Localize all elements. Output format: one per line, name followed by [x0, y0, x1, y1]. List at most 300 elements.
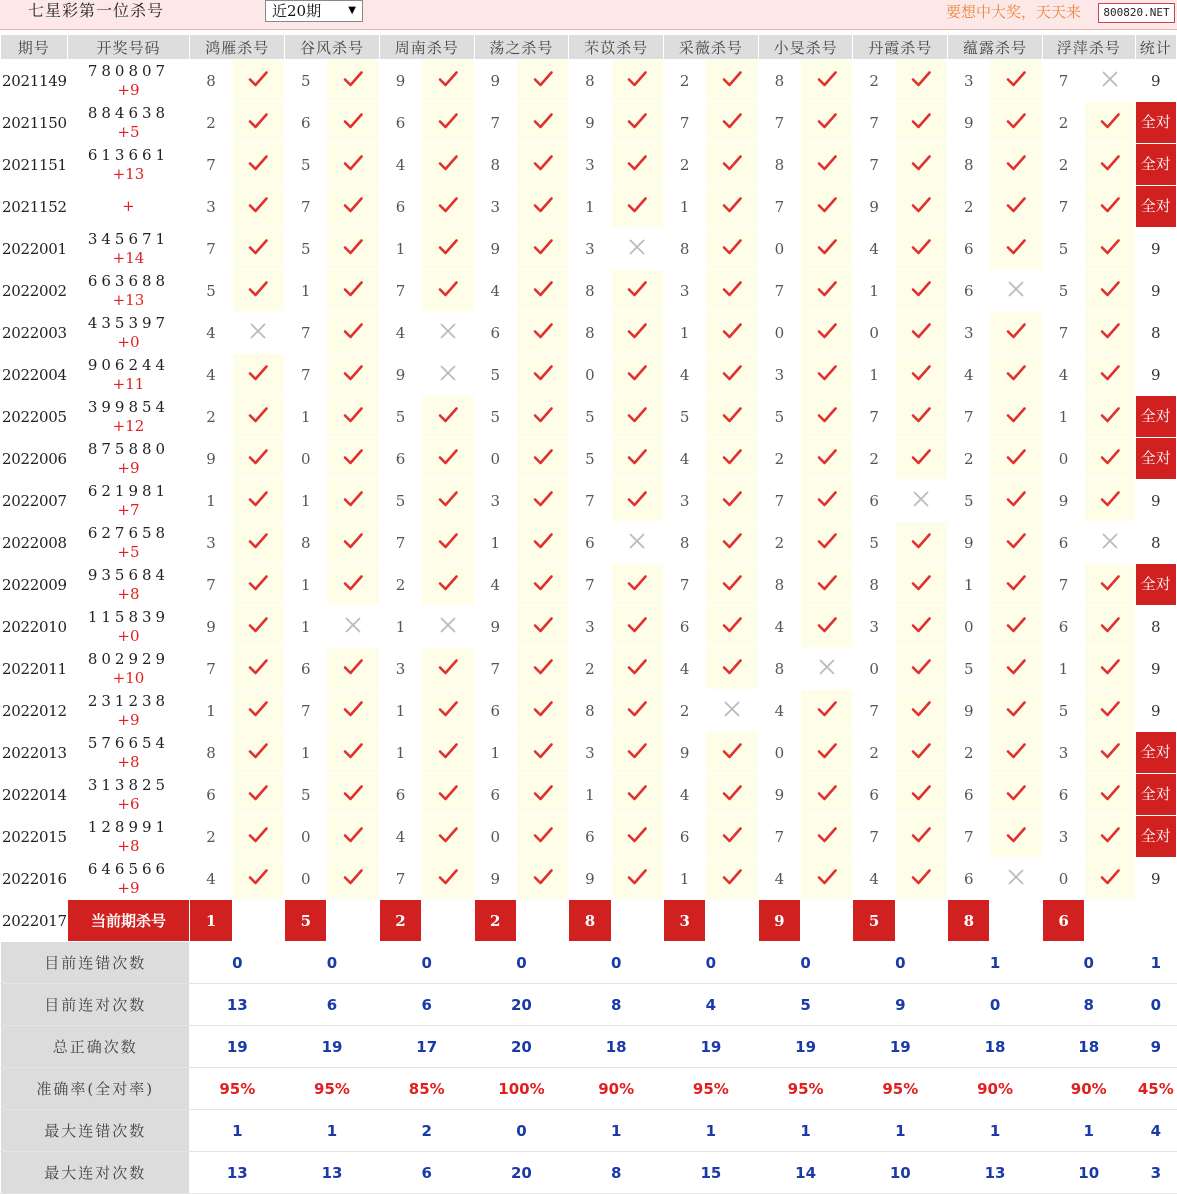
- col-expert: 荡之杀号: [474, 35, 569, 60]
- stat-value: 20: [474, 1026, 569, 1068]
- kill-number: 2: [664, 144, 706, 186]
- cross-mark-icon: [990, 270, 1042, 312]
- stat-value: 1: [948, 1110, 1043, 1152]
- check-mark-icon: [611, 774, 663, 816]
- kill-number: 8: [569, 60, 611, 102]
- kill-number: 2: [758, 438, 800, 480]
- kill-number: 8: [758, 60, 800, 102]
- check-mark-icon: [990, 102, 1042, 144]
- draw-offset: +13: [112, 290, 145, 309]
- check-mark-icon: [1085, 102, 1135, 144]
- check-mark-icon: [895, 396, 947, 438]
- kill-number: 9: [474, 60, 516, 102]
- draw-numbers: [67, 480, 190, 522]
- kill-number: 7: [285, 312, 327, 354]
- kill-number: 0: [853, 648, 895, 690]
- top-bar: [0, 0, 1177, 30]
- draw-offset: +0: [117, 626, 140, 645]
- check-mark-icon: [895, 144, 947, 186]
- check-mark-icon: [327, 522, 379, 564]
- cross-mark-icon: [611, 522, 663, 564]
- issue-number: 2022008: [1, 522, 68, 564]
- stat-value: 8: [569, 1152, 664, 1194]
- kill-number: 5: [1042, 228, 1084, 270]
- kill-number: 3: [569, 144, 611, 186]
- kill-number: 1: [569, 186, 611, 228]
- check-mark-icon: [801, 816, 853, 858]
- stat-label: 最大连对次数: [1, 1152, 190, 1194]
- issue-number: 2022009: [1, 564, 68, 606]
- stat-value: 1: [190, 1110, 285, 1152]
- check-mark-icon: [990, 228, 1042, 270]
- check-mark-icon: [516, 606, 568, 648]
- draw-digits: 906244: [87, 355, 170, 374]
- stat-value-total: 1: [1135, 942, 1176, 984]
- kill-number: 1: [664, 312, 706, 354]
- kill-number: 1: [948, 564, 990, 606]
- draw-digits: 875880: [87, 439, 170, 458]
- check-mark-icon: [1085, 606, 1135, 648]
- kill-number: 9: [758, 774, 800, 816]
- draw-digits: 313825: [87, 775, 170, 794]
- issue-number: 2022001: [1, 228, 68, 270]
- stat-value: 0: [190, 942, 285, 984]
- check-mark-icon: [801, 606, 853, 648]
- kill-number: 2: [569, 648, 611, 690]
- stat-value: 18: [1042, 1026, 1135, 1068]
- kill-number: 4: [379, 312, 421, 354]
- check-mark-icon: [422, 228, 474, 270]
- kill-number: 9: [853, 186, 895, 228]
- current-kill-number: 8: [569, 900, 611, 942]
- kill-number: 0: [285, 438, 327, 480]
- kill-number: 0: [1042, 858, 1084, 900]
- check-mark-icon: [516, 144, 568, 186]
- stat-value: 95%: [664, 1068, 759, 1110]
- all-correct-badge: 全对: [1135, 438, 1176, 480]
- check-mark-icon: [232, 186, 284, 228]
- all-correct-badge: 全对: [1135, 186, 1176, 228]
- check-mark-icon: [801, 144, 853, 186]
- check-mark-icon: [516, 648, 568, 690]
- correct-count: 8: [1135, 522, 1176, 564]
- stat-value: 19: [758, 1026, 853, 1068]
- kill-number-table: [0, 34, 1177, 1194]
- kill-number: 7: [379, 858, 421, 900]
- kill-number: 3: [190, 186, 232, 228]
- stat-value-total: 4: [1135, 1110, 1176, 1152]
- draw-digits: 935684: [87, 565, 170, 584]
- draw-digits: 621981: [87, 481, 170, 500]
- check-mark-icon: [801, 690, 853, 732]
- draw-digits: 231238: [87, 691, 170, 710]
- draw-digits: 780807: [87, 61, 170, 80]
- draw-numbers: [67, 312, 190, 354]
- correct-count: 9: [1135, 480, 1176, 522]
- stat-value: 85%: [379, 1068, 474, 1110]
- current-kill-number: 1: [190, 900, 232, 942]
- draw-digits: 884638: [87, 103, 170, 122]
- kill-number: 0: [948, 606, 990, 648]
- check-mark-icon: [1085, 732, 1135, 774]
- draw-row: [1, 60, 1177, 102]
- check-mark-icon: [327, 690, 379, 732]
- kill-number: 3: [569, 228, 611, 270]
- kill-number: 7: [853, 102, 895, 144]
- kill-number: 8: [758, 144, 800, 186]
- check-mark-icon: [327, 228, 379, 270]
- stat-label: 总正确次数: [1, 1026, 190, 1068]
- check-mark-icon: [895, 732, 947, 774]
- check-mark-icon: [706, 228, 758, 270]
- check-mark-icon: [327, 816, 379, 858]
- kill-number: 7: [758, 186, 800, 228]
- kill-number: 6: [664, 816, 706, 858]
- check-mark-icon: [801, 522, 853, 564]
- check-mark-icon: [895, 228, 947, 270]
- check-mark-icon: [327, 102, 379, 144]
- check-mark-icon: [516, 438, 568, 480]
- check-mark-icon: [232, 816, 284, 858]
- kill-number: 0: [1042, 438, 1084, 480]
- kill-number: 4: [758, 606, 800, 648]
- check-mark-icon: [232, 690, 284, 732]
- kill-number: 5: [948, 648, 990, 690]
- kill-number: 1: [190, 480, 232, 522]
- correct-count: 9: [1135, 228, 1176, 270]
- current-kill-row: [1, 900, 1177, 942]
- issue-number: 2022003: [1, 312, 68, 354]
- draw-offset: +9: [117, 458, 140, 477]
- draw-offset: +9: [117, 878, 140, 897]
- check-mark-icon: [895, 774, 947, 816]
- draw-numbers: [67, 522, 190, 564]
- cross-mark-icon: [1085, 60, 1135, 102]
- check-mark-icon: [327, 564, 379, 606]
- stat-value-total: 45%: [1135, 1068, 1176, 1110]
- stat-value: 95%: [853, 1068, 948, 1110]
- check-mark-icon: [706, 816, 758, 858]
- check-mark-icon: [1085, 228, 1135, 270]
- cross-mark-icon: [422, 354, 474, 396]
- cross-mark-icon: [422, 606, 474, 648]
- kill-number: 3: [569, 606, 611, 648]
- check-mark-icon: [232, 354, 284, 396]
- col-draw: 开奖号码: [67, 35, 190, 60]
- cross-mark-icon: [422, 312, 474, 354]
- check-mark-icon: [1085, 816, 1135, 858]
- check-mark-icon: [327, 270, 379, 312]
- draw-numbers: [67, 606, 190, 648]
- check-mark-icon: [1085, 774, 1135, 816]
- draw-numbers: [67, 774, 190, 816]
- kill-number: 0: [853, 312, 895, 354]
- kill-number: 0: [758, 312, 800, 354]
- check-mark-icon: [327, 480, 379, 522]
- kill-number: 1: [664, 186, 706, 228]
- kill-number: 1: [474, 522, 516, 564]
- draw-digits: 128991: [87, 817, 170, 836]
- kill-number: 4: [853, 858, 895, 900]
- kill-number: 6: [190, 774, 232, 816]
- page-title: 七星彩第一位杀号: [28, 1, 165, 20]
- check-mark-icon: [706, 144, 758, 186]
- cross-mark-icon: [706, 690, 758, 732]
- stat-value: 13: [190, 1152, 285, 1194]
- stat-value: 1: [948, 942, 1043, 984]
- check-mark-icon: [232, 396, 284, 438]
- stat-row: [1, 1068, 1177, 1110]
- check-mark-icon: [895, 648, 947, 690]
- check-mark-icon: [422, 396, 474, 438]
- kill-number: 8: [569, 270, 611, 312]
- kill-number: 2: [664, 690, 706, 732]
- check-mark-icon: [611, 102, 663, 144]
- check-mark-icon: [516, 312, 568, 354]
- issue-number: 2022011: [1, 648, 68, 690]
- check-mark-icon: [706, 648, 758, 690]
- check-mark-icon: [1085, 648, 1135, 690]
- kill-number: 7: [474, 648, 516, 690]
- check-mark-icon: [1085, 480, 1135, 522]
- draw-row: [1, 648, 1177, 690]
- check-mark-icon: [232, 858, 284, 900]
- check-mark-icon: [232, 774, 284, 816]
- kill-number: 9: [190, 606, 232, 648]
- check-mark-icon: [422, 480, 474, 522]
- kill-number: 4: [474, 564, 516, 606]
- kill-number: 7: [379, 522, 421, 564]
- check-mark-icon: [895, 270, 947, 312]
- current-kill-number: 5: [285, 900, 327, 942]
- current-kill-number: 8: [948, 900, 990, 942]
- current-kill-number: 3: [664, 900, 706, 942]
- draw-row: [1, 438, 1177, 480]
- kill-number: 5: [853, 522, 895, 564]
- kill-number: 1: [569, 774, 611, 816]
- kill-number: 1: [1042, 396, 1084, 438]
- correct-count: 9: [1135, 690, 1176, 732]
- draw-digits: 627658: [87, 523, 170, 542]
- check-mark-icon: [1085, 312, 1135, 354]
- current-kill-number: 9: [758, 900, 800, 942]
- kill-number: 7: [1042, 312, 1084, 354]
- check-mark-icon: [706, 186, 758, 228]
- check-mark-icon: [232, 60, 284, 102]
- draw-row: [1, 102, 1177, 144]
- check-mark-icon: [706, 354, 758, 396]
- kill-number: 5: [569, 438, 611, 480]
- kill-number: 5: [379, 396, 421, 438]
- draw-digits: 345671: [87, 229, 170, 248]
- issue-number: 2021151: [1, 144, 68, 186]
- check-mark-icon: [611, 312, 663, 354]
- kill-number: 4: [853, 228, 895, 270]
- check-mark-icon: [895, 438, 947, 480]
- check-mark-icon: [990, 312, 1042, 354]
- all-correct-badge: 全对: [1135, 816, 1176, 858]
- draw-row: [1, 858, 1177, 900]
- kill-number: 1: [190, 690, 232, 732]
- current-kill-number: 2: [379, 900, 421, 942]
- check-mark-icon: [232, 480, 284, 522]
- kill-number: 6: [474, 690, 516, 732]
- draw-numbers: [67, 816, 190, 858]
- kill-number: 1: [474, 732, 516, 774]
- stat-row: [1, 984, 1177, 1026]
- issue-number: 2022012: [1, 690, 68, 732]
- stat-label: 准确率(全对率): [1, 1068, 190, 1110]
- check-mark-icon: [611, 858, 663, 900]
- col-expert: 丹霞杀号: [853, 35, 948, 60]
- stat-value: 1: [664, 1110, 759, 1152]
- kill-number: 2: [1042, 144, 1084, 186]
- check-mark-icon: [327, 186, 379, 228]
- kill-number: 6: [1042, 606, 1084, 648]
- check-mark-icon: [611, 648, 663, 690]
- kill-number: 4: [664, 438, 706, 480]
- check-mark-icon: [990, 144, 1042, 186]
- kill-number: 3: [474, 186, 516, 228]
- check-mark-icon: [706, 732, 758, 774]
- issue-number: 2022010: [1, 606, 68, 648]
- kill-number: 0: [758, 228, 800, 270]
- col-expert: 芣苡杀号: [569, 35, 664, 60]
- check-mark-icon: [801, 354, 853, 396]
- draw-numbers: [67, 144, 190, 186]
- kill-number: 7: [1042, 60, 1084, 102]
- check-mark-icon: [706, 522, 758, 564]
- kill-number: 3: [1042, 816, 1084, 858]
- all-correct-badge: 全对: [1135, 774, 1176, 816]
- stat-row: [1, 942, 1177, 984]
- check-mark-icon: [516, 102, 568, 144]
- kill-number: 2: [664, 60, 706, 102]
- check-mark-icon: [706, 774, 758, 816]
- kill-number: 0: [285, 816, 327, 858]
- check-mark-icon: [232, 522, 284, 564]
- check-mark-icon: [232, 270, 284, 312]
- stat-label: 目前连错次数: [1, 942, 190, 984]
- kill-number: 0: [758, 732, 800, 774]
- kill-number: 2: [1042, 102, 1084, 144]
- check-mark-icon: [422, 144, 474, 186]
- check-mark-icon: [801, 732, 853, 774]
- stat-value: 95%: [285, 1068, 380, 1110]
- stat-label: 目前连对次数: [1, 984, 190, 1026]
- check-mark-icon: [611, 396, 663, 438]
- kill-number: 7: [1042, 186, 1084, 228]
- kill-number: 3: [190, 522, 232, 564]
- draw-row: [1, 732, 1177, 774]
- stat-value: 0: [474, 1110, 569, 1152]
- kill-number: 6: [285, 102, 327, 144]
- stat-value: 20: [474, 1152, 569, 1194]
- kill-number: 8: [569, 312, 611, 354]
- issue-number: 2022004: [1, 354, 68, 396]
- kill-number: 2: [853, 60, 895, 102]
- draw-offset: +14: [112, 248, 145, 267]
- kill-number: 7: [190, 648, 232, 690]
- check-mark-icon: [516, 354, 568, 396]
- kill-number: 7: [664, 564, 706, 606]
- kill-number: 2: [853, 438, 895, 480]
- check-mark-icon: [327, 732, 379, 774]
- check-mark-icon: [895, 816, 947, 858]
- draw-numbers: [67, 186, 190, 228]
- kill-number: 1: [285, 564, 327, 606]
- check-mark-icon: [801, 774, 853, 816]
- check-mark-icon: [895, 564, 947, 606]
- kill-number: 7: [379, 270, 421, 312]
- kill-number: 3: [664, 480, 706, 522]
- check-mark-icon: [801, 186, 853, 228]
- draw-row: [1, 774, 1177, 816]
- stat-value: 19: [853, 1026, 948, 1068]
- draw-numbers: [67, 228, 190, 270]
- check-mark-icon: [611, 354, 663, 396]
- kill-number: 7: [758, 480, 800, 522]
- kill-number: 7: [758, 102, 800, 144]
- kill-number: 7: [664, 102, 706, 144]
- kill-number: 6: [379, 102, 421, 144]
- draw-digits: 663688: [87, 271, 170, 290]
- kill-number: 9: [569, 102, 611, 144]
- cross-mark-icon: [232, 312, 284, 354]
- check-mark-icon: [1085, 396, 1135, 438]
- check-mark-icon: [516, 774, 568, 816]
- draw-row: [1, 312, 1177, 354]
- kill-number: 4: [664, 648, 706, 690]
- current-kill-number: 5: [853, 900, 895, 942]
- stat-value: 5: [758, 984, 853, 1026]
- check-mark-icon: [232, 606, 284, 648]
- site-badge[interactable]: 800820.NET: [1098, 3, 1175, 23]
- stat-value: 1: [569, 1110, 664, 1152]
- kill-number: 9: [948, 522, 990, 564]
- kill-number: 5: [474, 396, 516, 438]
- cross-mark-icon: [1085, 522, 1135, 564]
- issue-number: 2022007: [1, 480, 68, 522]
- check-mark-icon: [516, 480, 568, 522]
- stat-value: 1: [758, 1110, 853, 1152]
- kill-number: 8: [664, 228, 706, 270]
- check-mark-icon: [801, 60, 853, 102]
- check-mark-icon: [422, 858, 474, 900]
- check-mark-icon: [990, 396, 1042, 438]
- draw-digits: 802929: [87, 649, 170, 668]
- kill-number: 7: [853, 396, 895, 438]
- kill-number: 7: [948, 396, 990, 438]
- check-mark-icon: [516, 270, 568, 312]
- kill-number: 7: [853, 144, 895, 186]
- check-mark-icon: [611, 186, 663, 228]
- stat-value: 0: [285, 942, 380, 984]
- check-mark-icon: [327, 648, 379, 690]
- kill-number: 7: [190, 564, 232, 606]
- all-correct-badge: 全对: [1135, 732, 1176, 774]
- kill-number: 9: [948, 690, 990, 732]
- period-select[interactable]: [265, 0, 363, 22]
- check-mark-icon: [516, 564, 568, 606]
- stat-value: 15: [664, 1152, 759, 1194]
- kill-number: 7: [285, 186, 327, 228]
- check-mark-icon: [801, 480, 853, 522]
- kill-number: 7: [285, 690, 327, 732]
- cross-mark-icon: [990, 858, 1042, 900]
- kill-number: 3: [664, 270, 706, 312]
- col-expert: 蕴露杀号: [948, 35, 1043, 60]
